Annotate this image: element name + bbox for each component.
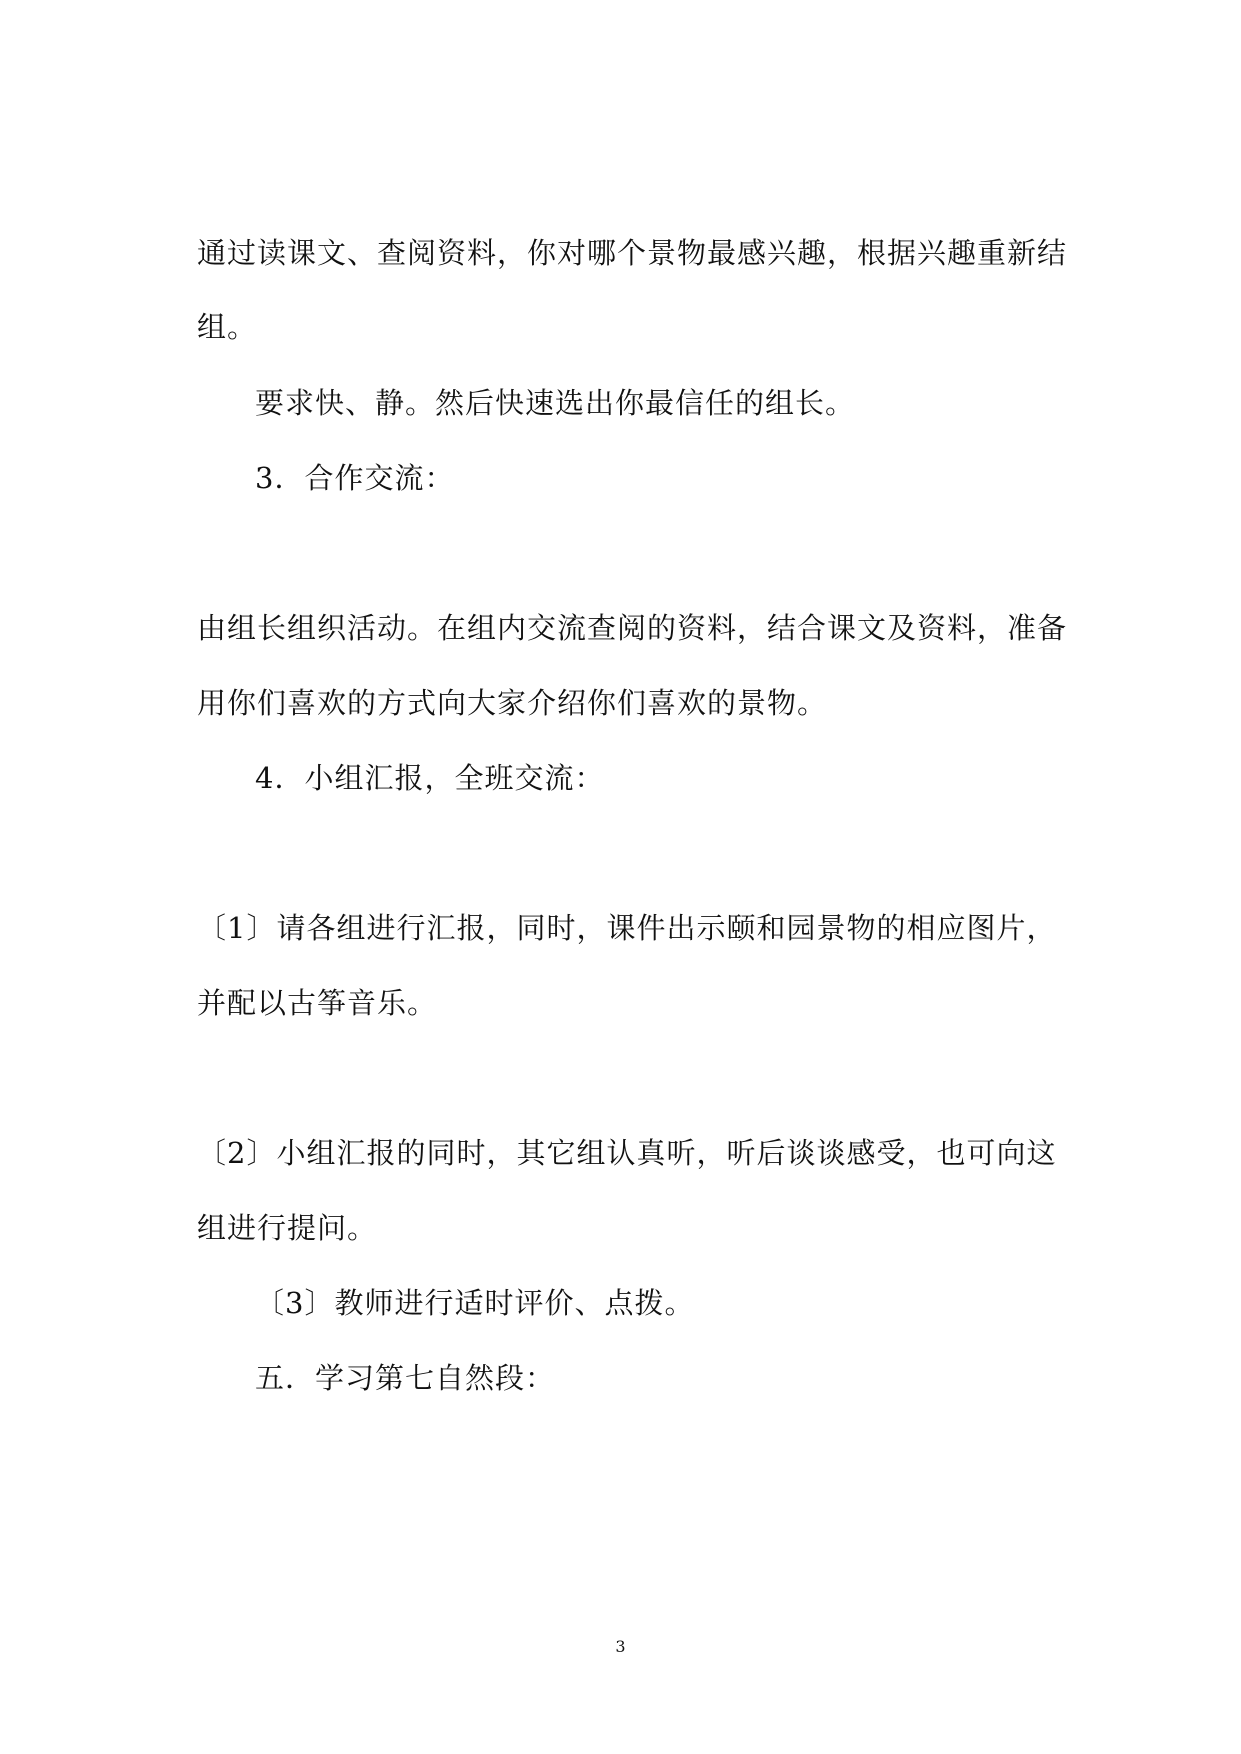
paragraph-line: 并配以古筝音乐。 bbox=[197, 986, 438, 1020]
paragraph-line: 组。 bbox=[197, 310, 258, 344]
page-number: 3 bbox=[615, 1637, 626, 1656]
paragraph-line: 由组长组织活动。在组内交流查阅的资料，结合课文及资料，准备 bbox=[197, 611, 1068, 645]
paragraph-line: 〔2〕小组汇报的同时，其它组认真听，听后谈谈感受，也可向这 bbox=[197, 1136, 1057, 1170]
section-heading: 3．合作交流： bbox=[255, 461, 455, 495]
paragraph-line: 〔3〕教师进行适时评价、点拨。 bbox=[255, 1286, 695, 1320]
section-heading: 五．学习第七自然段： bbox=[255, 1361, 556, 1395]
paragraph-line: 要求快、静。然后快速选出你最信任的组长。 bbox=[255, 386, 856, 420]
paragraph-line: 通过读课文、查阅资料，你对哪个景物最感兴趣，根据兴趣重新结 bbox=[197, 236, 1068, 270]
section-heading: 4．小组汇报，全班交流： bbox=[255, 761, 605, 795]
paragraph-line: 用你们喜欢的方式向大家介绍你们喜欢的景物。 bbox=[197, 686, 828, 720]
paragraph-line: 组进行提问。 bbox=[197, 1211, 378, 1245]
paragraph-line: 〔1〕请各组进行汇报，同时，课件出示颐和园景物的相应图片， bbox=[197, 911, 1057, 945]
